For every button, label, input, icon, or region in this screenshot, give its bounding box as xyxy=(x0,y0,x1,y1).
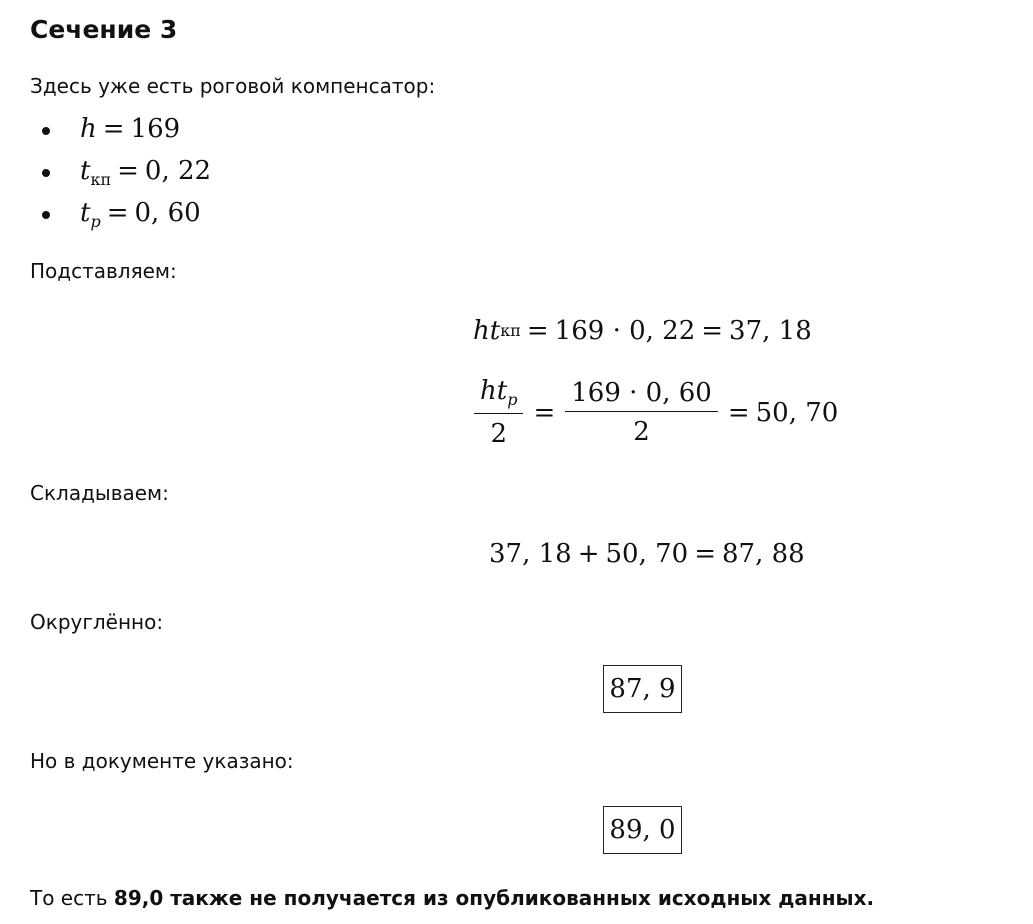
eq1-t-symbol: t xyxy=(489,316,501,346)
sum-label: Складываем: xyxy=(30,481,169,505)
document-value: 89, 0 xyxy=(609,815,676,845)
fraction-numerator xyxy=(474,377,523,414)
intro-text: Здесь уже есть роговой компенсатор: xyxy=(30,74,436,98)
param-tkp-value: 0, 22 xyxy=(144,156,212,186)
fraction-denominator: 2 xyxy=(633,417,650,448)
param-tp-symbol: t xyxy=(80,198,91,228)
equals-sign: = xyxy=(701,316,724,346)
equals-sign: = xyxy=(694,539,716,569)
equals-sign: = xyxy=(533,397,556,428)
document-label: Но в документе указано: xyxy=(30,749,294,773)
document-value-box xyxy=(603,806,682,854)
conclusion-bold: 89,0 также не получается из опубликованных исходных данных. xyxy=(113,886,875,910)
param-tkp-subscript: кп xyxy=(90,170,112,189)
equals-sign: = xyxy=(727,397,750,428)
eq1-result: 37, 18 xyxy=(729,316,812,346)
equals-sign: = xyxy=(106,198,129,228)
rounded-value-box xyxy=(603,665,682,713)
list-item-tkp xyxy=(40,156,211,198)
equals-sign: = xyxy=(102,114,125,144)
param-h-symbol: h xyxy=(80,114,97,144)
param-tkp-expression xyxy=(80,156,212,189)
fraction-htp-over-2 xyxy=(474,377,523,448)
fraction-denominator: 2 xyxy=(490,418,507,449)
param-h-value: 169 xyxy=(130,114,181,144)
param-tp-expression xyxy=(80,198,201,231)
param-tp-subscript: p xyxy=(90,212,101,231)
param-tp-value: 0, 60 xyxy=(134,198,201,228)
sum-result: 87, 88 xyxy=(722,539,805,569)
bullet-icon xyxy=(42,127,50,135)
fraction-numeric xyxy=(565,379,718,447)
eq2-h-symbol: h xyxy=(480,376,497,406)
eq2-result: 50, 70 xyxy=(755,397,839,428)
substitute-label: Подставляем: xyxy=(30,259,177,283)
plus-sign: + xyxy=(577,539,600,569)
list-item-tp xyxy=(40,198,211,240)
parameter-list xyxy=(40,114,211,240)
list-item-h xyxy=(40,114,211,156)
section-title: Сечение 3 xyxy=(30,15,178,44)
equation-sum xyxy=(489,541,805,567)
eq2-t-symbol: t xyxy=(496,376,508,406)
eq1-h-symbol: h xyxy=(473,316,490,346)
conclusion-text xyxy=(30,883,874,913)
rounded-value: 87, 9 xyxy=(609,674,676,704)
eq1-subscript: кп xyxy=(500,321,521,340)
eq1-product: 169 · 0, 22 xyxy=(554,316,696,346)
eq2-subscript: p xyxy=(507,390,518,409)
rounded-label: Округлённо: xyxy=(30,610,164,634)
param-h-expression xyxy=(80,114,180,144)
equals-sign: = xyxy=(117,156,139,186)
equals-sign: = xyxy=(526,316,549,346)
param-tkp-symbol: t xyxy=(80,156,91,186)
bullet-icon xyxy=(42,169,50,177)
bullet-icon xyxy=(42,211,50,219)
equation-htkp xyxy=(473,318,812,344)
sum-term-b: 50, 70 xyxy=(605,539,689,569)
conclusion-prefix: То есть xyxy=(30,886,114,910)
equation-htp-half xyxy=(470,377,838,448)
sum-term-a: 37, 18 xyxy=(489,539,572,569)
fraction-numerator: 169 · 0, 60 xyxy=(565,379,718,413)
